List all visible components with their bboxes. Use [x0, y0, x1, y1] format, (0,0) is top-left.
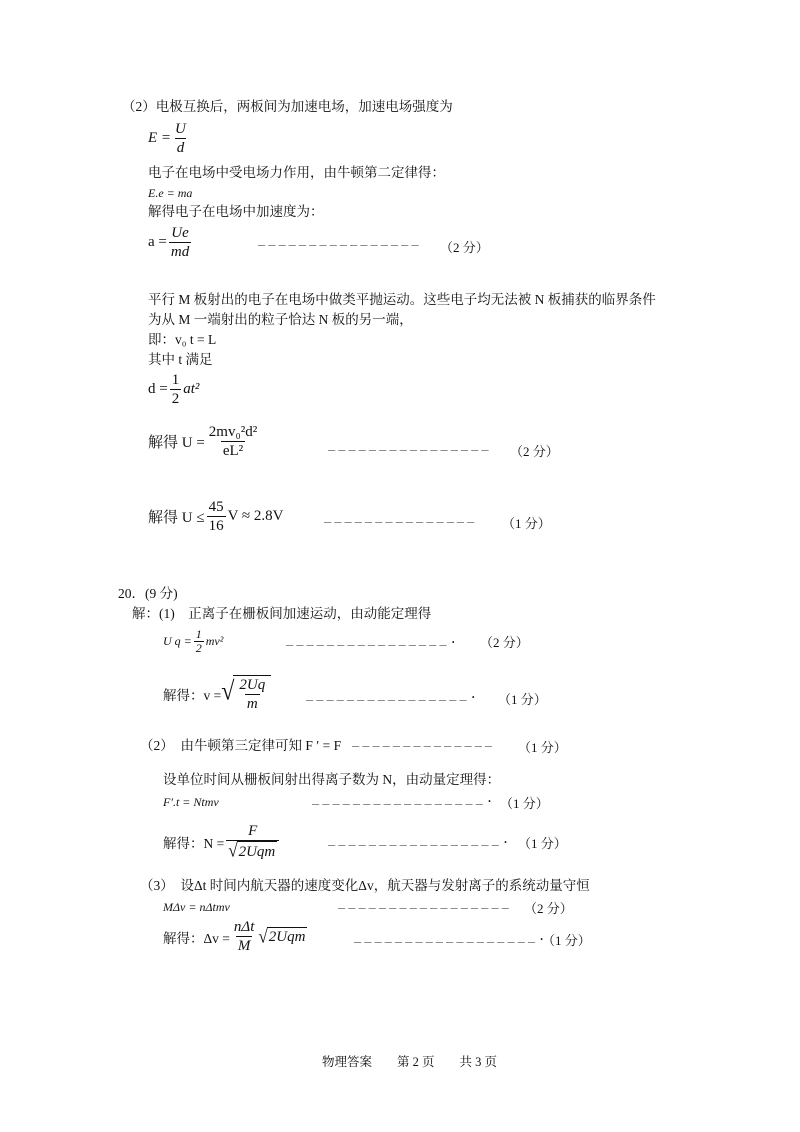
denominator: 16: [208, 518, 224, 534]
numerator: Ue: [171, 225, 189, 241]
equation-n: [163, 822, 281, 861]
score-points: （2 分）: [440, 240, 489, 255]
eq-lhs: 解得：Δv =: [163, 930, 230, 946]
radical-sign: √: [228, 840, 238, 861]
score-dash-line: ________________.: [306, 687, 480, 701]
fraction: [173, 120, 188, 157]
score-dash-line: __________________.: [354, 929, 549, 943]
eq-rhs: V ≈ 2.8V: [227, 508, 284, 524]
numerator: 45: [208, 499, 224, 515]
denominator: m: [246, 696, 258, 712]
numerator: U: [175, 121, 186, 137]
equation-velocity: [163, 675, 271, 713]
question-20-part1: 解：(1) 正离子在栅板间加速运动，由动能定理得: [132, 606, 432, 621]
score-dash-line: _________________: [338, 895, 512, 909]
fraction: [237, 676, 267, 713]
square-root: [221, 675, 271, 713]
paragraph-line: 即：v₀ t = L: [148, 332, 217, 347]
fraction: [194, 628, 204, 655]
denominator: eL²: [222, 443, 244, 459]
eq-rhs: mv²: [205, 634, 224, 648]
radicand: 2Uqm: [268, 928, 306, 945]
score-points: （2 分）: [524, 901, 573, 916]
score-points: （2 分）: [480, 635, 529, 650]
eq-lhs: a =: [148, 234, 167, 250]
fraction: [232, 918, 256, 955]
equation-momentum: F′.t = Ntmv: [163, 795, 219, 809]
fraction: [170, 371, 182, 408]
score-dash-line: ______________: [352, 733, 496, 747]
equation-conservation: MΔv = nΔtmv: [163, 900, 230, 914]
denominator: 2: [195, 641, 202, 655]
equation-energy: [163, 628, 223, 655]
score-points: （1 分）: [502, 516, 551, 531]
question-20-part2: （2） 由牛顿第三定律可知 F ′ = F: [140, 738, 342, 753]
denominator: M: [237, 938, 251, 954]
section-2-line3: 解得电子在电场中加速度为：: [148, 204, 324, 219]
score-points: （1 分）: [498, 692, 547, 707]
numerator: F: [248, 823, 258, 839]
equation-newton: E.e = ma: [148, 186, 193, 200]
eq-rhs: at²: [183, 381, 200, 397]
fraction: [207, 423, 259, 460]
paragraph-line: 其中 t 满足: [148, 352, 213, 367]
radical-sign: √: [258, 925, 268, 947]
equation-u-limit: [148, 498, 283, 535]
equation-e-field: [148, 120, 190, 157]
denominator: [226, 840, 279, 861]
square-root: [228, 841, 277, 861]
equation-acceleration: [148, 224, 193, 261]
equation-d: [148, 371, 199, 408]
eq-lhs: 解得 U ≤: [148, 510, 205, 526]
score-dash-line: ________________.: [286, 632, 460, 646]
numerator: nΔt: [233, 919, 255, 935]
eq-lhs: U q =: [163, 634, 192, 648]
question-20-part2-line: 设单位时间从栅板间射出得离子数为 N，由动量定理得：: [163, 772, 501, 787]
question-20-title: 20．(9 分): [118, 586, 178, 601]
eq-lhs: 解得：v =: [163, 688, 222, 703]
radicand: [233, 675, 271, 713]
equation-u-result: [148, 423, 261, 460]
numerator: 2Uq: [239, 677, 266, 693]
fraction: [226, 822, 279, 861]
equation-delta-v: [163, 918, 307, 955]
numerator: 1: [171, 372, 180, 388]
square-root: [258, 927, 307, 947]
numerator: 1: [195, 627, 202, 641]
denominator: md: [170, 244, 190, 260]
eq-lhs: d =: [148, 381, 168, 397]
section-2-line2: 电子在电场中受电场力作用，由牛顿第二定律得：: [148, 165, 445, 180]
fraction: [207, 498, 226, 535]
radicand: 2Uqm: [237, 841, 278, 861]
page-footer: 物理答案 第 2 页 共 3 页: [322, 1055, 498, 1069]
score-points: （2 分）: [510, 444, 559, 459]
score-dash-line: ________________: [258, 232, 422, 246]
paragraph-line: 为从 M 一端射出的粒子恰达 N 板的另一端，: [148, 312, 413, 327]
score-dash-line: ________________: [328, 437, 492, 451]
eq-lhs: 解得 U =: [148, 435, 205, 451]
paragraph-line: 平行 M 板射出的电子在电场中做类平抛运动。这些电子均无法被 N 板捕获的临界条件: [148, 292, 656, 307]
score-dash-line: _________________.: [312, 791, 497, 805]
question-20-part3: （3） 设Δt 时间内航天器的速度变化Δv，航天器与发射离子的系统动量守恒: [140, 878, 590, 893]
score-points: （1 分）: [500, 796, 549, 811]
fraction: [169, 224, 191, 261]
eq-lhs: E =: [148, 130, 172, 146]
radical-sign: √: [221, 677, 235, 707]
score-points: （1 分）: [542, 933, 591, 948]
score-dash-line: _______________: [324, 509, 478, 523]
numerator: 2mv₀²d²: [208, 424, 258, 440]
score-dash-line: _________________.: [328, 832, 513, 846]
score-points: （1 分）: [518, 836, 567, 851]
denominator: 2: [171, 391, 180, 407]
denominator: d: [176, 140, 185, 156]
section-2-title: （2）电极互换后，两板间为加速电场，加速电场强度为: [122, 99, 453, 114]
score-points: （1 分）: [518, 740, 567, 755]
eq-lhs: 解得：N =: [163, 835, 225, 851]
